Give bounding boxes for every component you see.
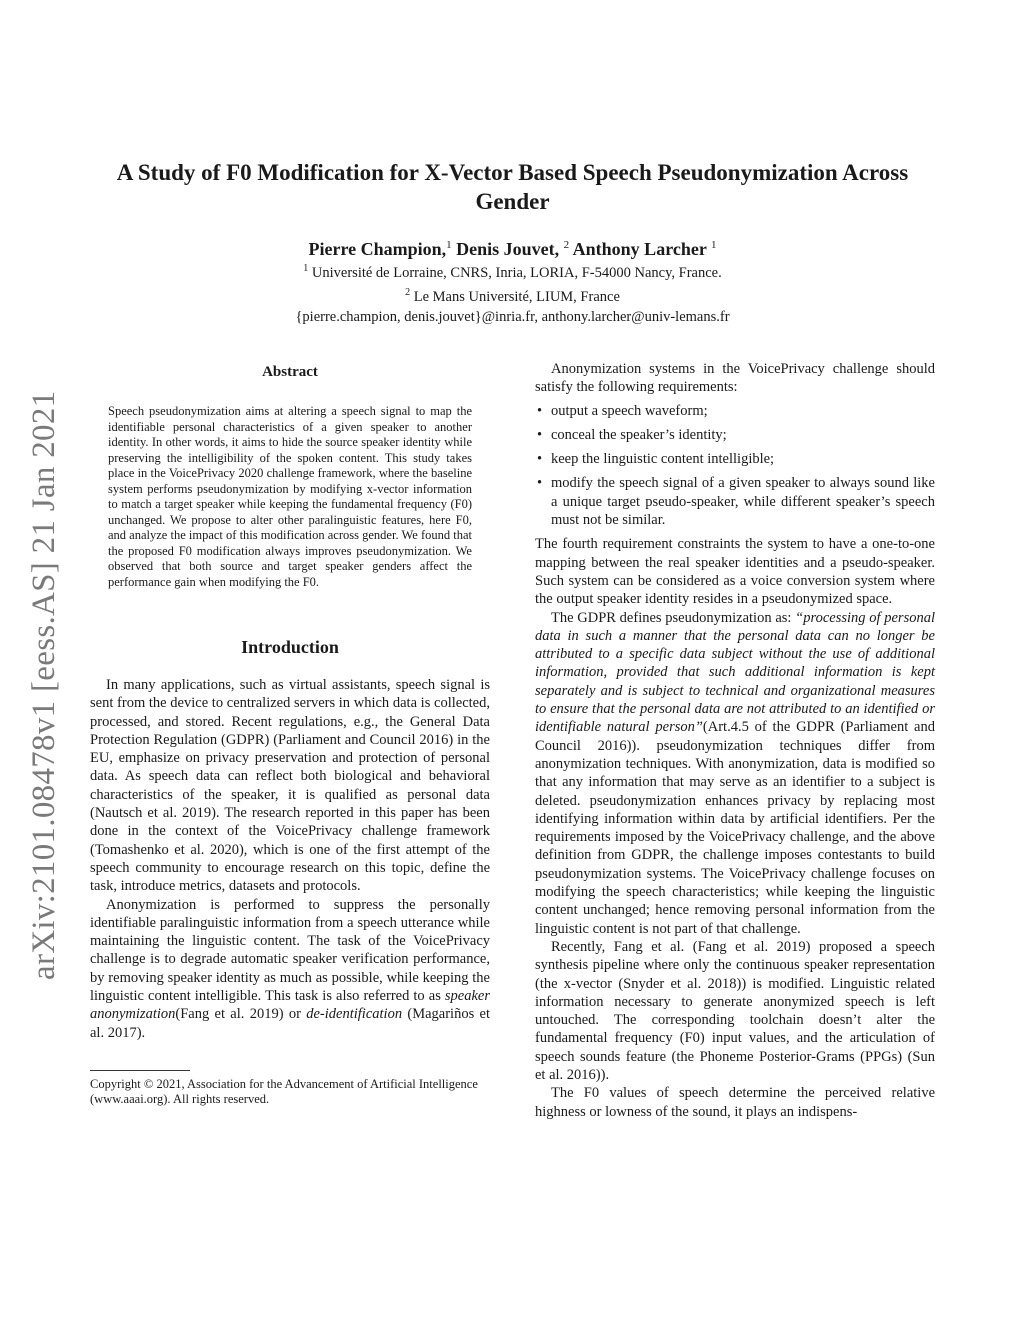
bullet-icon: • (537, 426, 543, 443)
emphasis-term: de-identification (306, 1006, 403, 1023)
list-item: • keep the linguistic content intelligible; (537, 451, 775, 468)
bullet-icon: • (537, 402, 543, 419)
author-list (90, 233, 935, 261)
introduction-heading: Introduction (241, 637, 339, 657)
fang-paragraph: Recently, Fang et al. (Fang et al. 2019) proposed a speech synthesis pipeline where only the continuous speaker representation (the x-vector (Snyder et al. 2018)) is modified. Linguistic related information necessary to generate anonymized speech is left untouched. The corresponding toolchain doesn’t alter the fundamental frequency (F0) input values, and the articulation of speech sounds feature (the Phoneme Posterior-Grams (PPGs) (Sun et al. 2016)). (535, 938, 935, 1083)
requirements-intro: Anonymization systems in the VoicePrivacy challenge should satisfy the following requirements: (535, 361, 935, 396)
left-column (90, 360, 490, 1108)
copyright-footnote: Copyright © 2021, Association for the Advancement of Artificial Intelligence (www.aaai.org). All rights reserved. (90, 1076, 478, 1107)
abstract-heading: Abstract (262, 364, 318, 380)
affiliation-text: Université de Lorraine, CNRS, Inria, LORIA, F-54000 Nancy, France. (311, 264, 722, 281)
author-name: Pierre Champion, (308, 239, 447, 259)
affiliation-1 (90, 259, 935, 283)
bullet-icon: • (537, 451, 543, 468)
f0-paragraph: The F0 values of speech determine the perceived relative highness or lowness of the sound, it plays an indispens- (535, 1085, 935, 1120)
affil-mark: 2 (405, 286, 411, 298)
author-affil-mark: 1 (446, 239, 452, 251)
affiliation-2 (90, 283, 935, 307)
fourth-requirement-paragraph: The fourth requirement constraints the system to have a one-to-one mapping between the real speaker identities and a pseudo-speaker. Such system can be considered as a voice conversion system where the output speaker identity resides in a pseudonymized space. (535, 536, 935, 608)
arxiv-stamp: arXiv:2101.08478v1 [eess.AS] 21 Jan 2021 (26, 390, 62, 980)
author-emails: {pierre.champion, denis.jouvet}@inria.fr, anthony.larcher@univ-lemans.fr (295, 308, 730, 325)
author-name: Denis Jouvet, (456, 239, 560, 259)
gdpr-quote: “processing of personal data in such a manner that the personal data can no longer be attributed to a specific data subject without the use of additional information, provided that such additional information is kept separately and is subject to technical and organizational measures to ensure that the personal data are not attributed to an identified or identifiable natural person” (535, 609, 935, 736)
emphasis-term: speaker anonymization (90, 988, 490, 1023)
author-affil-mark: 2 (563, 239, 570, 251)
bullet-icon: • (537, 475, 543, 492)
footnote-rule (90, 1070, 190, 1071)
list-item: • conceal the speaker’s identity; (537, 426, 727, 443)
right-column (535, 360, 935, 1121)
paper-title: A Study of F0 Modification for X-Vector Based Speech Pseudonymization Across Gender (116, 160, 909, 214)
affil-mark: 1 (303, 263, 309, 274)
intro-paragraph-1: In many applications, such as virtual assistants, speech signal is sent from the device to centralized servers in which data is collected, processed, and stored. Recent regulations, e.g., the General Data Protection Regulation (GDPR) (Parliament and Council 2016) in the EU, emphasize on privacy preservation and protection of personal data. As speech data can reflect both biological and behavioral characteristics of the speaker, it is qualified as personal data (Nautsch et al. 2019). The research reported in this paper has been done in the context of the VoicePrivacy challenge framework (Tomashenko et al. 2020), which is one of the first attempt of the speech community to encourage research on this topic, define the task, introduce metrics, datasets and protocols. (90, 677, 490, 895)
author-name: Anthony Larcher (572, 239, 707, 259)
affiliations (90, 259, 935, 327)
affiliation-text: Le Mans Université, LIUM, France (413, 288, 620, 305)
requirements-list (535, 402, 935, 530)
intro-paragraph-2: Anonymization is performed to suppress the personally identifiable paralinguistic information from a speech utterance while maintaining the linguistic content. The task of the VoicePrivacy challenge is to degrade automatic speaker verification performance, by removing speaker identity as much as possible, while keeping the linguistic content intelligible. This task is also referred to as speaker anonymization(Fang et al. 2019) or de-identification (Magariños et al. 2017). (90, 896, 491, 1041)
list-item: • modify the speech signal of a given speaker to always sound like a unique target pseudo-speaker, while different speaker’s speech must not be similar. (537, 475, 935, 529)
abstract-text: Speech pseudonymization aims at altering a speech signal to map the identifiable personal characteristics of a given speaker to another identity. In other words, it aims to hide the source speaker identity while preserving the intelligibility of the spoken content. This study takes place in the VoicePrivacy 2020 challenge framework, where the baseline system performs pseudonymization by modifying x-vector information to match a target speaker while keeping the fundamental frequency (F0) unchanged. We propose to alter other paralinguistic features, here F0, and analyze the impact of this modification across gender. We found that the proposed F0 modification always improves pseudonymization. We observed that both source and target speaker genders affect the performance gain when modifying the F0. (108, 404, 472, 589)
list-item: • output a speech waveform; (537, 402, 708, 419)
gdpr-paragraph: The GDPR defines pseudonymization as: “processing of personal data in such a manner that the personal data can no longer be attributed to a specific data subject without the use of additional information, provided that such additional information is kept separately and is subject to technical and organizational measures to ensure that the personal data are not attributed to an identified or identifiable natural person”(Art.4.5 of the GDPR (Parliament and Council 2016)). pseudonymization techniques differ from anonymization techniques. With anonymization, data is modified so that any information that may serve as an identifier to a subject is deleted. pseudonymization enhances privacy by replacing most identifying information within data by artificial identifiers. Per the requirements imposed by the VoicePrivacy challenge, and the above definition from GDPR, the challenge imposes contestants to build pseudonymization systems. The VoicePrivacy challenge focuses on modifying the speech characteristics; while keeping the linguistic content unchanged; hence removing personal information from the linguistic content is not part of that challenge. (535, 609, 935, 937)
author-affil-mark: 1 (711, 239, 717, 251)
